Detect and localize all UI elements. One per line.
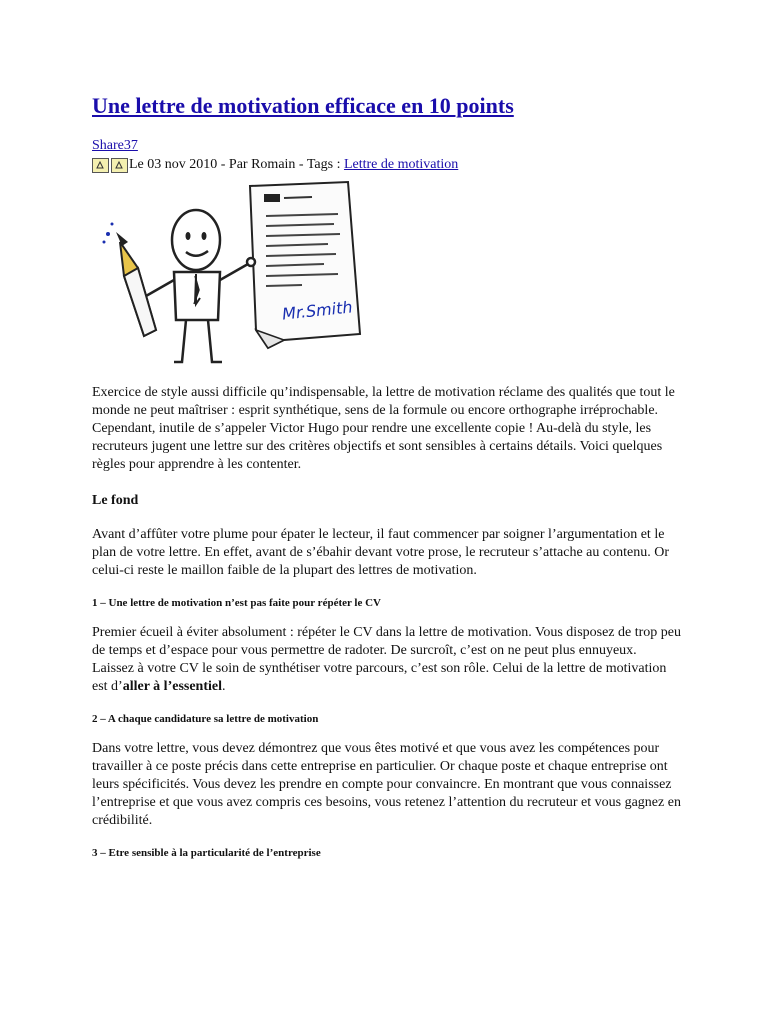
image-placeholder-icon[interactable]: [111, 158, 128, 173]
tag-link[interactable]: Lettre de motivation: [343, 157, 459, 172]
article-title[interactable]: Une lettre de motivation efficace en 10 points: [92, 93, 514, 118]
meta-text: Le 03 nov 2010 - Par Romain - Tags :: [129, 157, 344, 172]
share-link[interactable]: Share37: [92, 138, 138, 153]
fountain-pen-icon: [103, 223, 157, 337]
article-meta: [92, 156, 682, 174]
point-2-paragraph: Dans votre lettre, vous devez démontrez que vous êtes motivé et que vous avez les compétences pour travailler à ce poste précis dans cette entreprise en particulier. Or chaque poste et chaque entreprise ont leurs spécificités. Vous devez les prendre en compte pour convaincre. En montrant que vous connaissez l’entreprise et que vous avez compris ces besoins, vous retenez l’attention du recruteur et vous gagnez en crédibilité.: [92, 741, 681, 828]
article: [92, 92, 682, 860]
share-icons: [92, 158, 128, 173]
article-illustration: [98, 180, 368, 370]
intro-paragraph: Exercice de style aussi difficile qu’indispensable, la lettre de motivation réclame des qualités que tout le monde ne peut maîtriser : esprit synthétique, sens de la formule ou encore orthographe irréprochable. Cependant, inutile de s’appeler Victor Hugo pour rendre une excellente copie ! Au-delà du style, les recruteurs jugent une lettre sur des critères objectifs et sont sensibles à certains détails. Voici quelques règles pour apprendre à les contenter.: [92, 385, 675, 472]
image-placeholder-icon[interactable]: [92, 158, 109, 173]
letter-paper-icon: [250, 182, 360, 348]
point-3-heading: 3 – Etre sensible à la particularité de l’entreprise: [92, 847, 321, 859]
point-1-emphasis: aller à l’essentiel: [122, 679, 222, 694]
signature-text: Mr.Smith: [281, 297, 354, 324]
section-paragraph: Avant d’affûter votre plume pour épater le lecteur, il faut commencer par soigner l’argumentation et le plan de votre lettre. En effet, avant de s’ébahir devant votre prose, le recruteur s’attache au contenu. Or celui-ci reste le maillon faible de la plupart des lettres de motivation.: [92, 527, 669, 578]
point-2-heading: 2 – A chaque candidature sa lettre de motivation: [92, 713, 319, 725]
stick-man-icon: [146, 210, 255, 362]
section-heading: Le fond: [92, 493, 139, 508]
stick-man-with-letter-illustration: [98, 180, 368, 370]
point-1-text: Premier écueil à éviter absolument : répéter le CV dans la lettre de motivation. Vous disposez de trop peu de temps et d’espace pour vous permettre de radoter. De surcroît, c’est on ne peut plus ennuyeux. Laissez à votre CV le soin de synthétiser votre parcours, c’est son rôle. Celui de la lettre de motivation est d’: [92, 625, 682, 694]
point-1-heading: 1 – Une lettre de motivation n’est pas faite pour répéter le CV: [92, 597, 382, 609]
point-1-end: .: [222, 679, 226, 694]
point-1-paragraph: [92, 624, 682, 696]
